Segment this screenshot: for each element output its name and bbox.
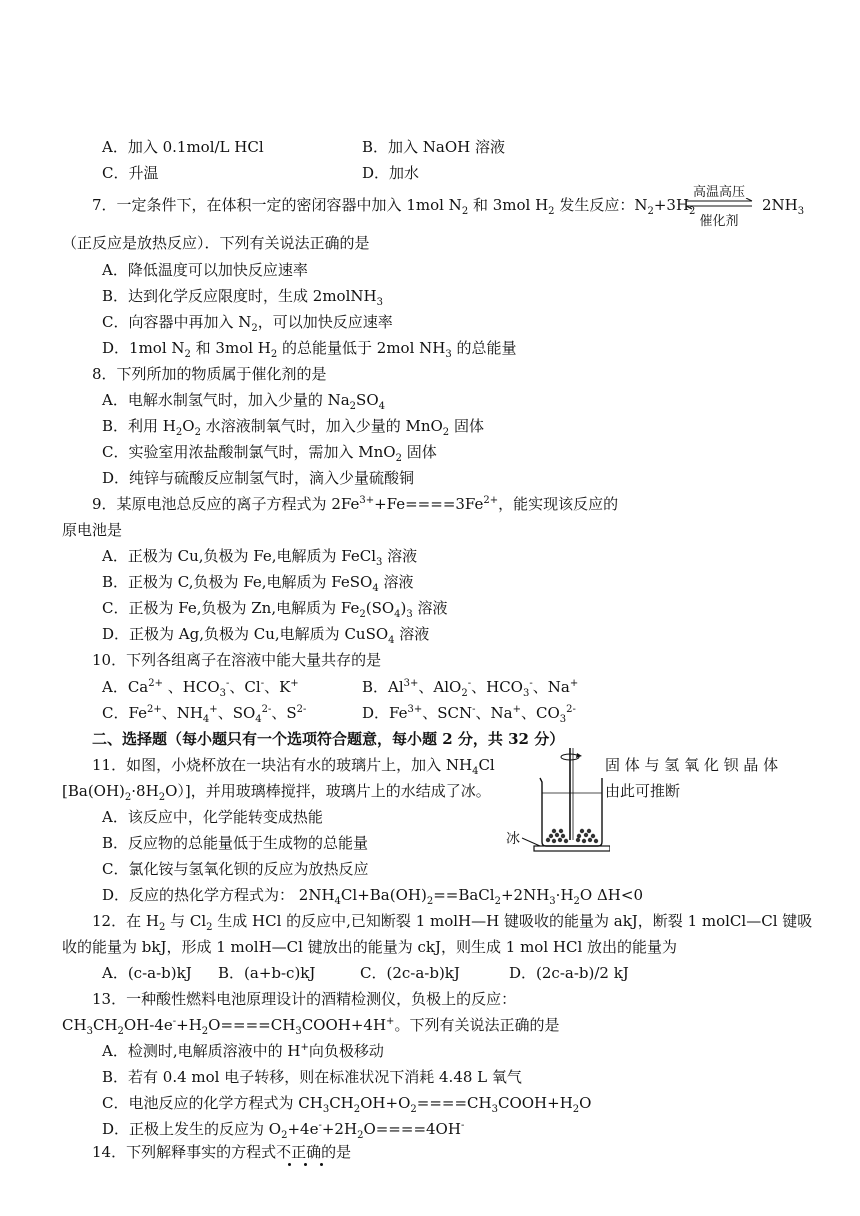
q7-option-d: D．1mol $N_2$ 和 3mol $H_2$ 的总能量低于 2mol $NH_3$ 的总能量 <box>102 339 517 360</box>
q7-note: （正反应是放热反应）．下列有关说法正确的是 <box>62 234 370 252</box>
q11-option-d: D．反应的热化学方程式为： $2NH_4Cl+Ba(OH)_2==BaCl_2+2NH_3\cdot H_2O$ ΔH<0 <box>102 886 643 907</box>
q9-option-c: C．正极为 Fe,负极为 Zn,电解质为 $Fe_2(SO_4)_3$ 溶液 <box>102 599 448 620</box>
emphasis-dot <box>288 1163 291 1166</box>
ice-label: 冰 <box>506 831 520 847</box>
emphasis-dot <box>320 1163 323 1166</box>
q13-option-d: D．正极上发生的反应为 $O_2+4e^-+2H_2O====4OH^-$ <box>102 1120 465 1141</box>
q11-stem-right2: 由此可推断 <box>605 782 681 800</box>
q9-option-d: D．正极为 Ag,负极为 Cu,电解质为 CuSO$_4$ 溶液 <box>102 625 430 646</box>
q8-option-d: D．纯锌与硫酸反应制氢气时，滴入少量硫酸铜 <box>102 469 415 487</box>
q10-option-c: C．$Fe^{2+}$、$NH_4^+$、$SO_4^{2-}$、$S^{2-}$ <box>102 704 307 725</box>
q8-stem: 8．下列所加的物质属于催化剂的是 <box>92 365 327 383</box>
q11-option-c: C．氯化铵与氢氧化钡的反应为放热反应 <box>102 860 369 878</box>
q10-option-d: D．$Fe^{3+}$、SCN-、Na+、$CO_3^{2-}$ <box>362 704 576 725</box>
q9-option-b: B．正极为 C,负极为 Fe,电解质为 FeSO$_4$ 溶液 <box>102 573 414 594</box>
section-two-heading: 二、选择题（每小题只有一个选项符合题意，每小题 2 分，共 32 分） <box>92 730 565 748</box>
q8-option-b: B．利用 $H_2O_2$ 水溶液制氧气时，加入少量的 MnO$_2$ 固体 <box>102 417 484 438</box>
q9-stem-line2: 原电池是 <box>62 521 123 539</box>
q12-option-a: A．(c-a-b)kJ <box>102 964 192 982</box>
q6-option-b: B．加入 NaOH 溶液 <box>362 138 506 156</box>
q7-product: $2NH_3$ <box>762 196 805 217</box>
q10-stem: 10．下列各组离子在溶液中能大量共存的是 <box>92 651 382 669</box>
q8-option-a: A．电解水制氢气时，加入少量的 $Na_2SO_4$ <box>102 391 385 412</box>
q13-option-c: C．电池反应的化学方程式为 $CH_3CH_2OH+O_2====CH_3COOH+H_2O$ <box>102 1094 592 1115</box>
q12-stem: 12．在 $H_2$ 与 $Cl_2$ 生成 HCl 的反应中,已知断裂 1 molH—H 键吸收的能量为 akJ，断裂 1 molCl—Cl 键吸 <box>92 912 813 933</box>
q7-option-b: B．达到化学反应限度时，生成 2molNH$_3$ <box>102 287 383 308</box>
q13-equation: $CH_3CH_2OH-4e^-+H_2O====CH_3COOH+4H^+$。下列有关说法正确的是 <box>62 1016 560 1037</box>
q6-option-a: A．加入 0.1mol/L HCl <box>102 138 264 156</box>
q14-stem: 14．下列解释事实的方程式不正确的是 <box>92 1143 352 1161</box>
q10-option-a: A．$Ca^{2+}$ 、$HCO_3^-$、Cl-、K+ <box>102 678 299 699</box>
equilibrium-arrow-icon <box>684 198 754 210</box>
q12-option-d: D．(2c-a-b)/2 kJ <box>509 964 629 982</box>
q7-option-c: C．向容器中再加入 $N_2$，可以加快反应速率 <box>102 313 393 334</box>
emphasis-dot <box>304 1163 307 1166</box>
q13-stem: 13．一种酸性燃料电池原理设计的酒精检测仪，负极上的反应： <box>92 990 517 1008</box>
q12-option-b: B．(a+b-c)kJ <box>218 964 316 982</box>
beaker-figure <box>500 748 610 860</box>
q11-stem-right: 固 体 与 氢 氧 化 钡 晶 体 <box>605 756 779 774</box>
q11-stem: 11．如图，小烧杯放在一块沾有水的玻璃片上，加入 $NH_4Cl$ <box>92 756 495 777</box>
q7-option-a: A．降低温度可以加快反应速率 <box>102 261 308 279</box>
q7-stem: 7．一定条件下，在体积一定的密闭容器中加入 1mol $N_2$ 和 3mol $H_2$ 发生反应：$N_2+3H_2$ <box>92 196 696 217</box>
q6-option-c: C．升温 <box>102 164 159 182</box>
reaction-conditions-arrow: 高温高压 催化剂 <box>684 181 754 227</box>
q13-option-b: B．若有 0.4 mol 电子转移，则在标准状况下消耗 4.48 L 氧气 <box>102 1068 522 1086</box>
q9-stem: 9．某原电池总反应的离子方程式为 $2Fe^{3+}+Fe====3Fe^{2+}$，能实现该反应的 <box>92 495 619 513</box>
q13-option-a: A．检测时,电解质溶液中的 H+向负极移动 <box>102 1042 384 1060</box>
q11-stem-line2: $[Ba(OH)_2\cdot 8H_2O)$]，并用玻璃棒搅拌，玻璃片上的水结成了冰。 <box>62 782 491 803</box>
q12-stem-line2: 收的能量为 bkJ，形成 1 molH—Cl 键放出的能量为 ckJ，则生成 1 mol HCl 放出的能量为 <box>62 938 678 956</box>
q12-option-c: C．(2c-a-b)kJ <box>360 964 460 982</box>
q11-option-a: A．该反应中，化学能转变成热能 <box>102 808 323 826</box>
q9-option-a: A．正极为 Cu,负极为 Fe,电解质为 FeCl$_3$ 溶液 <box>102 547 418 568</box>
q11-option-b: B．反应物的总能量低于生成物的总能量 <box>102 834 369 852</box>
q8-option-c: C．实验室用浓盐酸制氯气时，需加入 MnO$_2$ 固体 <box>102 443 437 464</box>
q6-option-d: D．加水 <box>362 164 420 182</box>
q10-option-b: B．$Al^{3+}$、AlO$_2$-、$HCO_3^-$、Na+ <box>362 678 579 699</box>
